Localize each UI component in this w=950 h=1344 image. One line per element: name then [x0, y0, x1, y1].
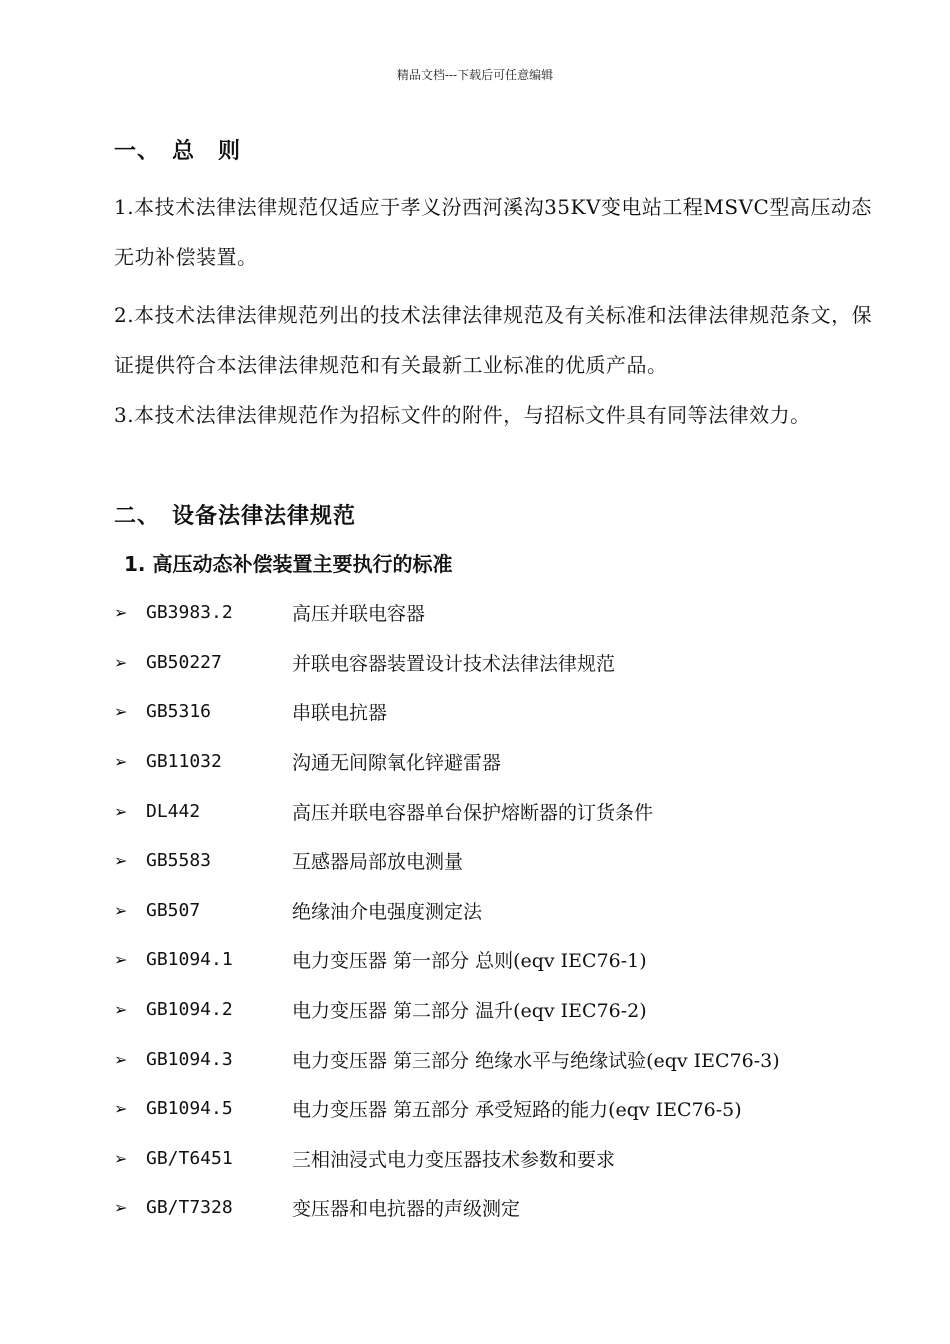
- standard-code: GB1094.3: [146, 1048, 233, 1070]
- list-item: [114, 687, 914, 737]
- bullet-arrow-icon: ➢: [114, 1148, 128, 1168]
- list-item: [114, 836, 914, 886]
- bullet-arrow-icon: ➢: [114, 900, 128, 920]
- standard-code: GB11032: [146, 751, 222, 773]
- section-heading-2: [114, 499, 356, 530]
- standard-title: 高压并联电容器单台保护熔断器的订货条件: [292, 801, 654, 824]
- list-item: [114, 886, 914, 936]
- bullet-arrow-icon: ➢: [114, 1000, 128, 1020]
- standard-title: 电力变压器 第二部分 温升(eqv IEC76-2): [292, 1000, 647, 1023]
- list-item: [114, 1183, 914, 1233]
- list-item: [114, 1134, 914, 1184]
- standard-code: GB1094.1: [146, 949, 233, 971]
- section-number: 二、: [114, 504, 161, 529]
- list-item: [114, 638, 914, 688]
- list-item: [114, 588, 914, 638]
- standard-code: GB3983.2: [146, 602, 233, 624]
- clause-2: 2.本技术法律法律规范列出的技术法律法律规范及有关标准和法律法律规范条文，保证提供符合本法律法律规范和有关最新工业标准的优质产品。: [114, 303, 873, 377]
- standard-title: 串联电抗器: [292, 702, 388, 725]
- section-heading-1: [114, 134, 241, 165]
- section-title: 设备法律法律规范: [172, 504, 357, 529]
- bullet-arrow-icon: ➢: [114, 752, 128, 772]
- bullet-arrow-icon: ➢: [114, 1198, 128, 1218]
- standard-title: 变压器和电抗器的声级测定: [292, 1198, 521, 1221]
- standard-code: DL442: [146, 800, 201, 822]
- standard-title: 电力变压器 第一部分 总则(eqv IEC76-1): [292, 950, 647, 973]
- standard-code: GB1094.2: [146, 999, 233, 1021]
- clause-3: 3.本技术法律法律规范作为招标文件的附件，与招标文件具有同等法律效力。: [114, 403, 811, 427]
- standard-code: GB/T6451: [146, 1147, 233, 1169]
- standard-title: 电力变压器 第三部分 绝缘水平与绝缘试验(eqv IEC76-3): [292, 1049, 780, 1072]
- bullet-arrow-icon: ➢: [114, 950, 128, 970]
- standard-code: GB5316: [146, 701, 212, 723]
- standard-code: GB/T7328: [146, 1197, 233, 1219]
- standard-code: GB507: [146, 899, 201, 921]
- bullet-arrow-icon: ➢: [114, 702, 128, 722]
- bullet-arrow-icon: ➢: [114, 1049, 128, 1069]
- standard-title: 高压并联电容器: [292, 603, 426, 626]
- list-item: [114, 985, 914, 1035]
- list-item: [114, 1034, 914, 1084]
- standard-title: 绝缘油介电强度测定法: [292, 900, 483, 923]
- bullet-arrow-icon: ➢: [114, 652, 128, 672]
- subsection-heading: 1. 高压动态补偿装置主要执行的标准: [124, 552, 453, 576]
- section-number: 一、: [114, 139, 161, 164]
- bullet-arrow-icon: ➢: [114, 801, 128, 821]
- standard-title: 并联电容器装置设计技术法律法律规范: [292, 652, 616, 675]
- standard-code: GB5583: [146, 850, 212, 872]
- standard-title: 互感器局部放电测量: [292, 851, 464, 874]
- clause-1: 1.本技术法律法律规范仅适应于孝义汾西河溪沟35KV变电站工程MSVC型高压动态无功补偿装置。: [114, 195, 872, 269]
- standard-code: GB1094.5: [146, 1098, 233, 1120]
- list-item: [114, 786, 914, 836]
- list-item: [114, 737, 914, 787]
- standard-code: GB50227: [146, 651, 222, 673]
- bullet-arrow-icon: ➢: [114, 603, 128, 623]
- standard-title: 三相油浸式电力变压器技术参数和要求: [292, 1148, 616, 1171]
- list-item: [114, 935, 914, 985]
- page-header: 精品文档---下载后可任意编辑: [396, 68, 554, 82]
- bullet-arrow-icon: ➢: [114, 1099, 128, 1119]
- standard-title: 电力变压器 第五部分 承受短路的能力(eqv IEC76-5): [292, 1099, 742, 1122]
- standards-list: [114, 588, 914, 1233]
- section-title: 总 则: [172, 139, 242, 164]
- list-item: [114, 1084, 914, 1134]
- standard-title: 沟通无间隙氧化锌避雷器: [292, 752, 502, 775]
- bullet-arrow-icon: ➢: [114, 851, 128, 871]
